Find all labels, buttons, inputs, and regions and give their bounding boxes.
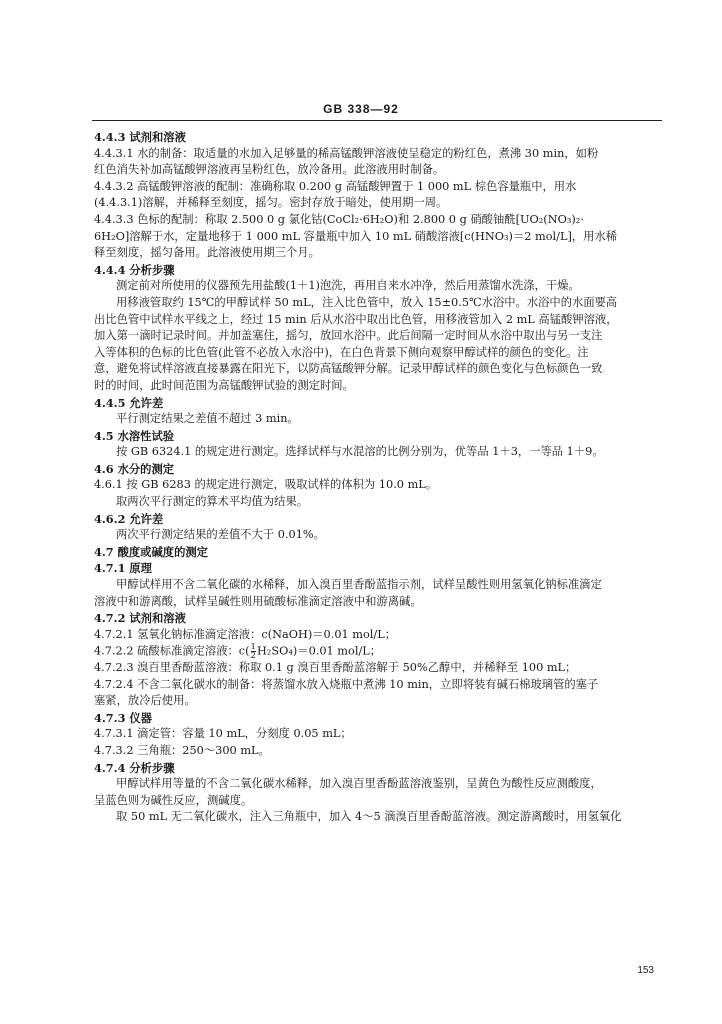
paragraph-line: 4.4.3.2 高锰酸钾溶液的配制：准确称取 0.200 g 高锰酸钾置于 1 000 mL 棕色容量瓶中，用水 xyxy=(94,179,577,193)
paragraph-line: 平行测定结果之差值不超过 3 min。 xyxy=(116,412,299,426)
page-number: 153 xyxy=(637,965,654,976)
paragraph-line: 红色消失补加高锰酸钾溶液再呈粉红色，放冷备用。此溶液用时制备。 xyxy=(94,163,445,177)
paragraph-line: 4.7.2.3 溴百里香酚蓝溶液：称取 0.1 g 溴百里香酚蓝溶解于 50%乙醇中，并稀释至 100 mL； xyxy=(94,661,577,674)
fraction xyxy=(251,643,256,660)
paragraph-line: 4.7.3.2 三角瓶：250～300 mL。 xyxy=(94,743,270,757)
paragraph-line: 甲醇试样用等量的不含二氧化碳水稀释，加入溴百里香酚蓝溶液鉴别，呈黄色为酸性反应测酸度， xyxy=(116,777,602,791)
paragraph-line: 4.7.2.4 不含二氧化碳水的制备：将蒸馏水放入烧瓶中煮沸 10 min，立即将装有碱石棉玻璃管的塞子 xyxy=(94,677,599,691)
section-heading: 4.7.2 试剂和溶液 xyxy=(94,611,186,626)
paragraph-line: 呈蓝色则为碱性反应，测碱度。 xyxy=(94,793,253,807)
paragraph-line: 按 GB 6324.1 的规定进行测定。选择试样与水混溶的比例分别为，优等品 1＋3，一等品 1＋9。 xyxy=(116,445,604,459)
section-heading: 4.7 酸度或碱度的测定 xyxy=(94,544,208,559)
paragraph-line: 取 50 mL 无二氧化碳水，注入三角瓶中，加入 4～5 滴溴百里香酚蓝溶液。测定游离酸时，用氢氧化 xyxy=(116,810,622,824)
section-heading: 4.7.1 原理 xyxy=(94,561,152,576)
paragraph-line: 用移液管取约 15℃的甲醇试样 50 mL，注入比色管中，放入 15±0.5℃水浴中。水浴中的水面要高 xyxy=(116,295,618,309)
section-heading: 4.6 水分的测定 xyxy=(94,461,175,476)
paragraph-line: 入等体积的色标的比色管(此管不必放入水浴中)，在白色背景下侧向观察甲醇试样的颜色的变化。注 xyxy=(94,345,589,359)
paragraph-line: 取两次平行测定的算术平均值为结果。 xyxy=(116,495,309,509)
paragraph-line: 意，避免将试样溶液直接暴露在阳光下，以防高锰酸钾分解。记录甲醇试样的颜色变化与色标颜色一致 xyxy=(94,362,603,376)
paragraph-line: 时的时间，此时间范围为高锰酸钾试验的测定时间。 xyxy=(94,378,354,392)
paragraph-line: 测定前对所使用的仪器预先用盐酸(1＋1)泡洗，再用自来水冲净，然后用蒸馏水洗涤，干燥。 xyxy=(116,279,580,293)
paragraph-line: 出比色管中试样水平线之上，经过 15 min 后从水浴中取出比色管，用移液管加入 2 mL 高锰酸钾溶液， xyxy=(94,312,618,326)
fraction-numerator: 1 xyxy=(250,643,256,653)
formula-line xyxy=(94,643,660,660)
section-heading: 4.7.3 仪器 xyxy=(94,710,152,725)
paragraph-line: 释至刻度，摇匀备用。此溶液使用期三个月。 xyxy=(94,246,320,260)
paragraph-line: 6H₂O]溶解于水，定量地移于 1 000 mL 容量瓶中加入 10 mL 硝酸溶液[c(HNO₃)＝2 mol/L]，用水稀 xyxy=(94,229,618,243)
standard-code-header: GB 338—92 xyxy=(323,102,399,116)
formula-prefix: 4.7.2.2 硫酸标准滴定溶液：c( xyxy=(94,644,250,658)
paragraph-line: 溶液中和游离酸，试样呈碱性则用硫酸标准滴定溶液中和游离碱。 xyxy=(94,594,422,608)
paragraph-line: 甲醇试样用不含二氧化碳的水稀释，加入溴百里香酚蓝指示剂，试样呈酸性则用氢氧化钠标准滴定 xyxy=(116,578,602,592)
section-heading: 4.4.4 分析步骤 xyxy=(94,262,175,277)
paragraph-line: 4.6.1 按 GB 6283 的规定进行测定，吸取试样的体积为 10.0 mL。 xyxy=(94,478,438,492)
paragraph-line: 4.4.3.3 色标的配制：称取 2.500 0 g 氯化钴(CoCl₂·6H₂O)和 2.800 0 g 硝酸铀酰[UO₂(NO₃)₂· xyxy=(94,212,584,226)
paragraph-line: 4.4.3.1 水的制备：取适量的水加入足够量的稀高锰酸钾溶液使呈稳定的粉红色，煮沸 30 min，如粉 xyxy=(94,146,599,160)
fraction-denominator: 2 xyxy=(250,651,256,660)
section-heading: 4.4.3 试剂和溶液 xyxy=(94,130,186,144)
section-heading: 4.6.2 允许差 xyxy=(94,511,164,526)
paragraph-line: 4.7.3.1 滴定管：容量 10 mL，分刻度 0.05 mL； xyxy=(94,727,352,741)
paragraph-line: 4.7.2.1 氢氧化钠标准滴定溶液：c(NaOH)＝0.01 mol/L； xyxy=(94,627,397,641)
document-body xyxy=(94,129,660,826)
section-heading: 4.7.4 分析步骤 xyxy=(94,760,175,775)
section-heading: 4.5 水溶性试验 xyxy=(94,428,175,443)
formula-suffix: H₂SO₄)＝0.01 mol/L； xyxy=(256,644,382,658)
paragraph-line: 塞紧，放冷后使用。 xyxy=(94,694,196,708)
section-heading: 4.4.5 允许差 xyxy=(94,395,164,410)
paragraph-line: (4.4.3.1)溶解，并稀释至刻度，摇匀。密封存放于暗处，使用期一周。 xyxy=(94,196,448,210)
header-rule xyxy=(92,120,662,121)
paragraph-line: 加入第一滴时记录时间。并加盖塞住，摇匀，放回水浴中。此后间隔一定时间从水浴中取出与另一支注 xyxy=(94,329,603,343)
paragraph-line: 两次平行测定结果的差值不大于 0.01%。 xyxy=(116,528,325,542)
